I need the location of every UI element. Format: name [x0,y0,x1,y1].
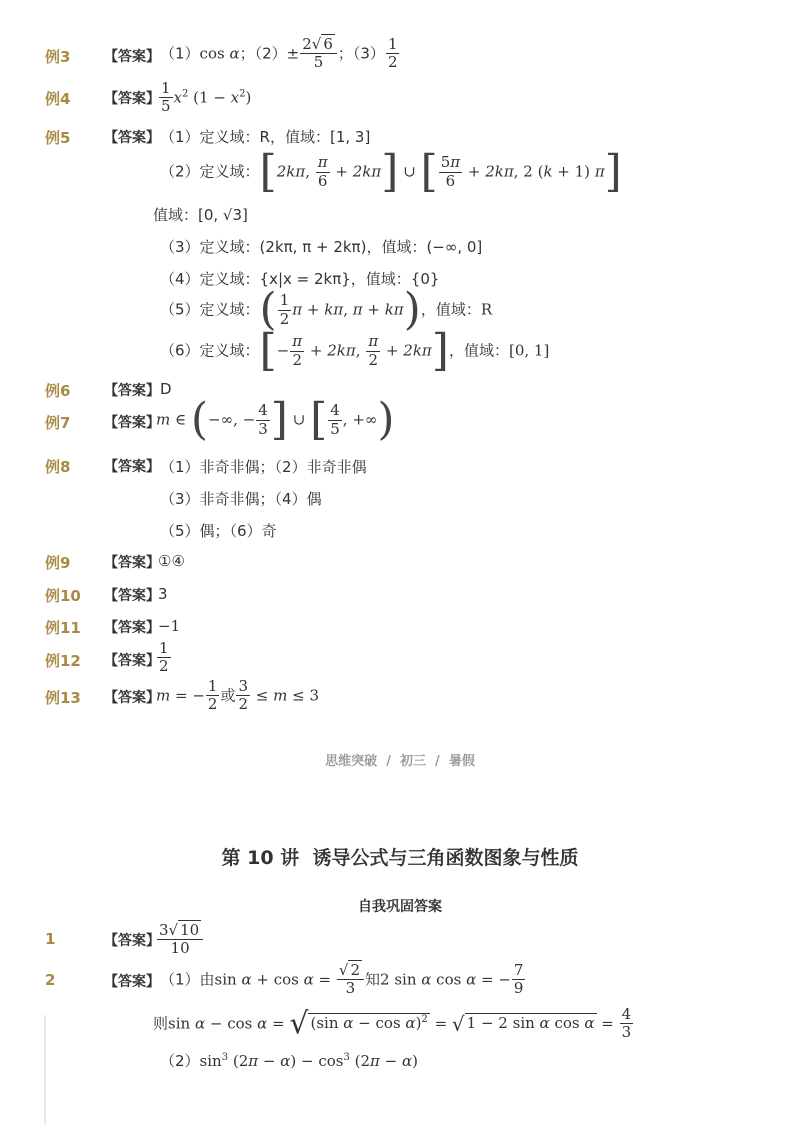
example-8-line-1: （1）非奇非偶；（2）非奇非偶 [160,458,367,476]
example-6-answer: D [160,380,172,398]
question-1-answer: $\frac{3√ 10}{10}$ [156,922,204,958]
answer-tag: 【答案】 [104,383,160,399]
chapter-title: 第 10 讲 诱导公式与三角函数图象与性质 [221,847,579,869]
example-label-4: 例4 [45,90,71,108]
answer-tag: 【答案】 [104,130,160,146]
example-label-6: 例6 [45,382,71,400]
answer-tag: 【答案】 [104,555,160,571]
example-label-8: 例8 [45,458,71,476]
example-label-5: 例5 [45,129,71,147]
example-9-answer: ①④ [158,552,185,570]
example-label-12: 例12 [45,652,81,670]
example-12-answer: $\frac{1}{2}$ [159,639,169,676]
example-4-answer: $\frac{1}{5}$ $x^2$ $(1 - x^2)$ [161,79,252,116]
answer-tag: 【答案】 [104,653,160,669]
example-5-line-7: （6）定义域：[− $\frac{\pi}{2}$ + 2kπ, $\frac{\pi}{2}$ + 2kπ]，值域：[0, 1] [160,325,550,376]
example-3-answer: （1）cos α；（2）± $\frac{2√ 6}{5}$ ；（3） $\frac{1}{2}$ [160,35,398,72]
left-margin-rule [44,1015,46,1125]
example-5-line-6: （5）定义域：( $\frac{1}{2}$ π + kπ, π + kπ)，值域：R [160,284,493,335]
answer-tag: 【答案】 [104,933,160,949]
question-2-line-3: $(2)\sin^3$ $(2\pi - \alpha) - \cos^3 (2\pi - \alpha)$ [160,1052,418,1070]
example-10-answer: 3 [158,585,168,603]
example-7-answer: m ∈ (−∞, − $\frac{4}{3}$ ] ∪ [ $\frac{4}{5}$ , +∞) [156,394,395,445]
example-label-3: 例3 [45,48,71,66]
example-label-13: 例13 [45,689,81,707]
example-11-answer: −1 [158,617,181,635]
example-8-line-2: （3）非奇非偶；（4）偶 [160,490,322,508]
example-label-11: 例11 [45,619,81,637]
answer-tag: 【答案】 [104,459,160,475]
answer-tag: 【答案】 [104,588,160,604]
question-2-line-2: 则sin α − cos α = √ (sin α − cos α)$^2$ = √ 1 − 2 sin α cos α = $\frac{4}{3}$ [153,1005,632,1042]
example-label-10: 例10 [45,587,81,605]
example-13-answer: m = − $\frac{1}{2}$ 或 $\frac{3}{2}$ ≤ m ≤ 3 [156,677,320,714]
answer-tag: 【答案】 [104,690,160,706]
answer-tag: 【答案】 [104,974,160,990]
page-footer: 思维突破 / 初三 / 暑假 [325,754,475,769]
question-2-line-1: （1）由sin α + cos α = $\frac{√ 2}{3}$ 知2 sin α cos α = − $\frac{7}{9}$ [160,961,524,998]
answer-tag: 【答案】 [104,415,160,431]
example-label-9: 例9 [45,554,71,572]
answer-tag: 【答案】 [104,91,160,107]
answer-tag: 【答案】 [104,49,160,65]
example-label-7: 例7 [45,414,71,432]
example-8-line-3: （5）偶；（6）奇 [160,522,277,540]
example-5-line-1: （1）定义域：R，值域：[1, 3] [160,128,371,146]
example-5-line-2: （2）定义域：[2kπ, $\frac{\pi}{6}$ + 2kπ] ∪ [ $\frac{5\pi}{6}$ + 2kπ, 2 (k + 1) π] [160,146,622,197]
example-5-line-5: （4）定义域：{x|x = 2kπ}，值域：{0} [160,270,440,288]
example-5-line-4: （3）定义域：(2kπ, π + 2kπ)，值域：(−∞, 0] [160,238,483,256]
question-label-2: 2 [45,971,56,989]
section-title: 自我巩固答案 [358,899,442,915]
example-5-line-3: 值域：[0, √3] [153,206,248,224]
answer-tag: 【答案】 [104,620,160,636]
question-label-1: 1 [45,930,56,948]
